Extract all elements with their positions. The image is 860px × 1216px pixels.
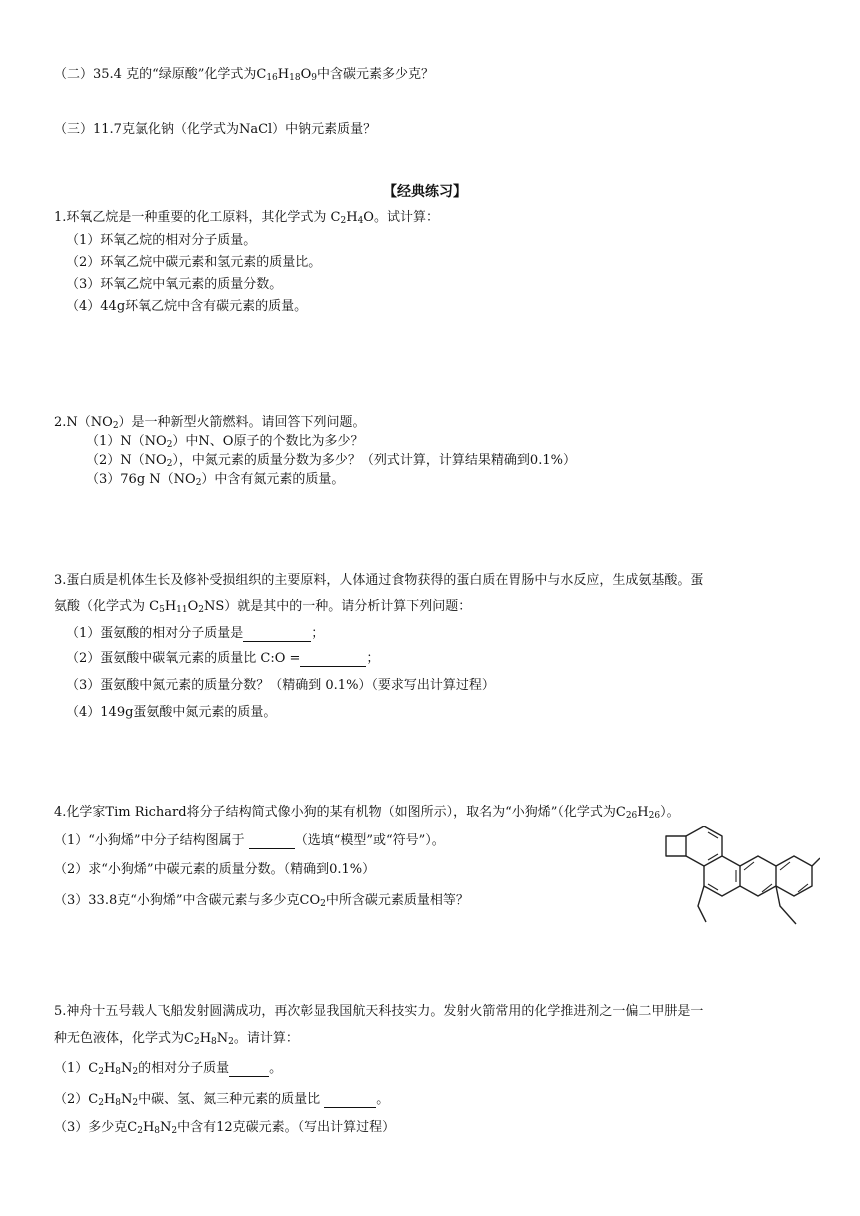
methyl-group	[812, 858, 820, 866]
q3-part-2-answer-blank[interactable]	[300, 652, 366, 667]
q4-part-1-answer-blank[interactable]	[249, 834, 295, 849]
q2-intro: $2.N(NO_2)$是一种新型火箭燃料。请回答下列问题。	[54, 415, 366, 431]
q2-part-1: $(1)N(NO_2)$中N、O原子的个数比为多少？	[86, 434, 364, 450]
q5-part-1: $(1)C_2H_8N_2$的相对分子质量 。	[54, 1061, 283, 1077]
q1-part-1: （1）环氧乙烷的相对分子质量。	[66, 233, 257, 248]
q5-part-3: （3）多少克$C_2H_8N_2$中含有12克碳元素。（写出计算过程）	[54, 1120, 396, 1136]
q2-part-2: $(2)N(NO_2)$，中氮元素的质量分数为多少？（列式计算，计算结果精确到0.1%）	[86, 453, 576, 469]
section-3-question: （三）11.7克氯化钠（化学式为NaCl）中钠元素质量？	[54, 122, 377, 137]
q3-intro-line-1: 3.蛋白质是机体生长及修补受损组织的主要原料，人体通过食物获得的蛋白质在胃肠中与水反应，生成氨基酸。蛋	[54, 573, 704, 588]
q2-part-3: （3）76g $N(NO_2)$中含有氮元素的质量。	[86, 472, 345, 488]
ring-d	[776, 856, 812, 896]
ethyl-chain-left	[698, 886, 706, 922]
ring-b	[704, 856, 740, 896]
cyclobutane-ring	[666, 836, 686, 856]
q3-part-3: （3）蛋氨酸中氮元素的质量分数？（精确到 0.1%）（要求写出计算过程）	[66, 678, 495, 693]
section-heading: 【经典练习】	[383, 184, 467, 200]
q5-part-1-answer-blank[interactable]	[229, 1062, 269, 1077]
q3-part-1: （1）蛋氨酸的相对分子质量是 ；	[66, 626, 325, 641]
q4-part-3: （3）33.8克“小狗烯”中含碳元素与多少克$CO_2$中所含碳元素质量相等？	[54, 893, 469, 909]
puppy-molecule-structure-diagram	[660, 826, 820, 930]
q3-part-1-answer-blank[interactable]	[243, 627, 311, 642]
q5-intro-line-2: 种无色液体，化学式为$C_2H_8N_2$。请计算：	[54, 1031, 299, 1047]
q4-part-2: （2）求“小狗烯”中碳元素的质量分数。（精确到0.1%）	[54, 862, 376, 877]
q3-part-2: （2）蛋氨酸中碳氧元素的质量比 C:O = ；	[66, 651, 380, 666]
q3-intro-line-2: 氨酸（化学式为 $C_5H_{11}O_2NS$）就是其中的一种。请分析计算下列问题：	[54, 599, 472, 615]
q3-part-4: （4）149g蛋氨酸中氮元素的质量。	[66, 705, 277, 720]
q5-part-2-answer-blank[interactable]	[324, 1093, 376, 1108]
section-2-question: （二）35.4 克的“绿原酸”化学式为$C_{16}H_{18}O_9$中含碳元素多少克？	[54, 67, 434, 83]
q1-part-2: （2）环氧乙烷中碳元素和氢元素的质量比。	[66, 255, 322, 270]
q5-part-2: $(2)C_2H_8N_2$中碳、氢、氮三种元素的质量比 。	[54, 1092, 390, 1108]
ring-a	[686, 826, 722, 866]
q4-part-1: （1）“小狗烯”中分子结构图属于 （选填“模型”或“符号”）。	[54, 833, 445, 848]
q1-part-4: （4）44g环氧乙烷中含有碳元素的质量。	[66, 299, 308, 314]
q1-part-3: （3）环氧乙烷中氧元素的质量分数。	[66, 277, 283, 292]
q1-intro: 1.环氧乙烷是一种重要的化工原料，其化学式为 $C_2H_4O$。试计算：	[54, 210, 439, 226]
q4-intro: 4.化学家Tim Richard将分子结构简式像小狗的某有机物（如图所示），取名为“小狗烯”（化学式为$C_{26}H_{26}$）。	[54, 805, 680, 821]
q5-intro-line-1: 5.神舟十五号载人飞船发射圆满成功，再次彰显我国航天科技实力。发射火箭常用的化学推进剂之一偏二甲肼是一	[54, 1004, 704, 1019]
ring-c	[740, 856, 776, 896]
